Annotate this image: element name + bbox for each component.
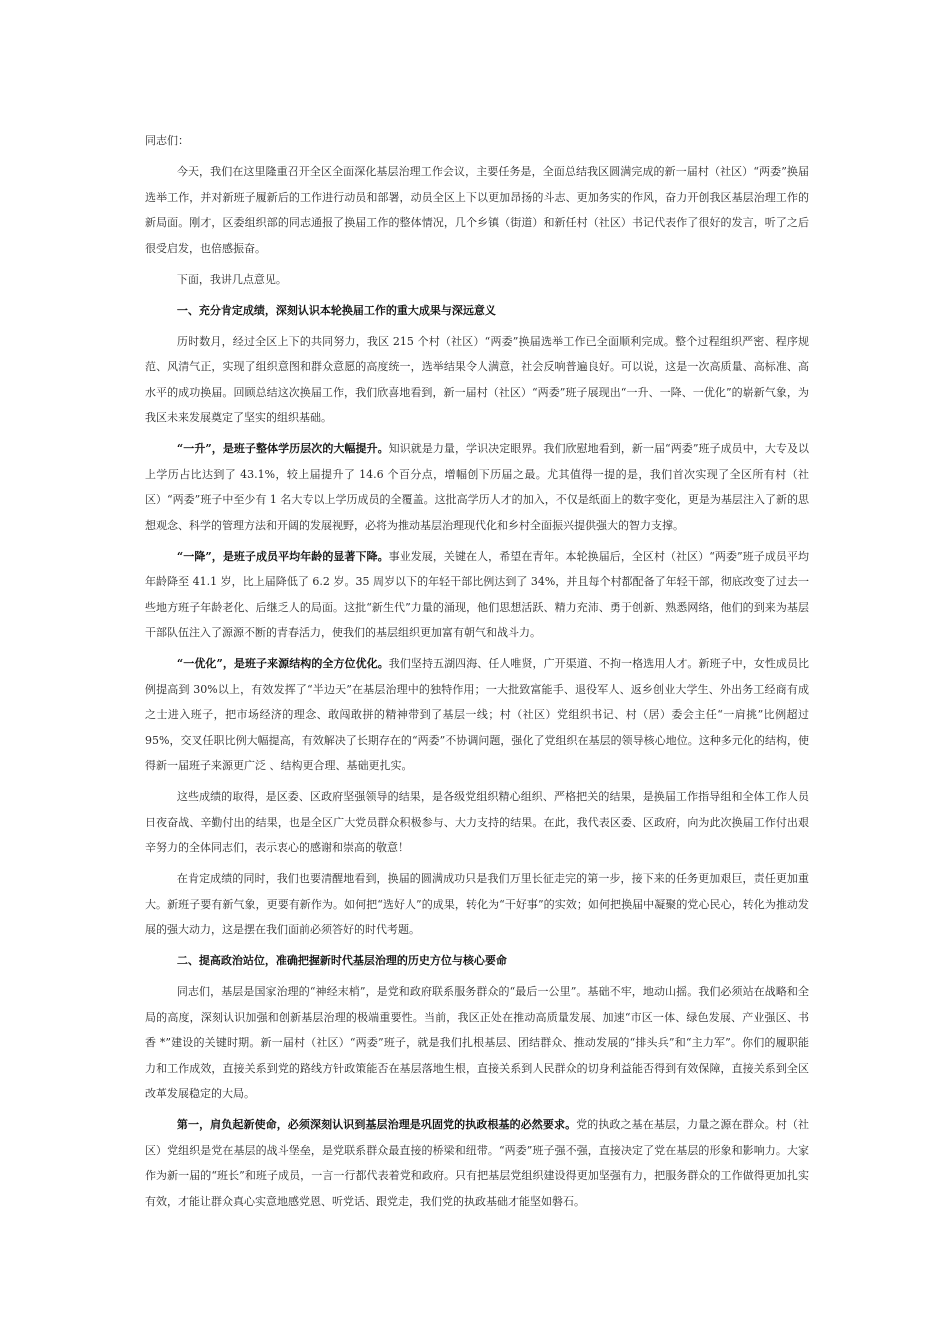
salutation: 同志们： (145, 134, 189, 147)
paragraph-education (145, 436, 809, 538)
paragraph-lead: “一优化”，是班子来源结构的全方位优化。 (176, 657, 389, 670)
paragraph-text: 党的执政之基在基层，力量之源在群众。村（社区）党组织是党在基层的战斗堡垒，是党联系群众最直接的桥梁和纽带。“两委”班子强不强，直接决定了党在基层的形象和影响力。大家作为新一届的“班长”和班子成员，一言一行都代表着党和政府。只有把基层党组织建设得更加坚强有力，把服务群众的工作做得更加扎实有效，才能让群众真心实意地感党恩、听党话、跟党走，我们党的执政基础才能坚如磐石。 (145, 1118, 810, 1208)
paragraph-achievements: 历时数月，经过全区上下的共同努力，我区 215 个村（社区）“两委”换届选举工作已全面顺利完成。整个过程组织严密、程序规范、风清气正，实现了组织意图和群众意愿的高度统一，选举结果令人满意，社会反响普遍良好。可以说，这是一次高质量、高标准、高水平的成功换届。回顾总结这次换届工作，我们欣喜地看到，新一届村（社区）“两委”班子展现出“一升、一降、一优化”的崭新气象，为我区未来发展奠定了坚实的组织基础。 (145, 334, 809, 424)
section-heading-2: 二、提高政治站位，准确把握新时代基层治理的历史方位与核心要命 (176, 954, 507, 967)
paragraph-challenges: 在肯定成绩的同时，我们也要清醒地看到，换届的圆满成功只是我们万里长征走完的第一步，接下来的任务更加艰巨，责任更加重大。新班子要有新气象，更要有新作为。如何把“选好人”的成果，转化为“干好事”的实效；如何把换届中凝聚的党心民心，转化为推动发展的强大动力，这是摆在我们面前必须答好的时代考题。 (145, 872, 809, 936)
paragraph-thanks: 这些成绩的取得，是区委、区政府坚强领导的结果，是各级党组织精心组织、严格把关的结果，是换届工作指导组和全体工作人员日夜奋战、辛勤付出的结果，也是全区广大党员群众积极参与、大力支持的结果。在此，我代表区委、区政府，向为此次换届工作付出艰辛努力的全体同志们，表示衷心的感谢和崇高的敬意！ (145, 790, 809, 854)
paragraph-text: 我们坚持五湖四海、任人唯贤，广开渠道、不拘一格选用人才。新班子中，女性成员比例提高到 30%以上，有效发挥了“半边天”在基层治理中的独特作用；一大批致富能手、退役军人、返乡创业大学生、外出务工经商有成之士进入班子，把市场经济的理念、敢闯敢拼的精神带到了基层一线；村（社区）党组织书记、村（居）委会主任“一肩挑”比例超过 95%，交叉任职比例大幅提高，有效解决了长期存在的“两委”不协调问题，强化了党组织在基层的领导核心地位。这种多元化的结构，使得新一届班子来源更广泛 、结构更合理、基础更扎实。 (145, 657, 810, 772)
paragraph-opening: 今天，我们在这里隆重召开全区全面深化基层治理工作会议，主要任务是，全面总结我区圆满完成的新一届村（社区）“两委”换届选举工作，并对新班子履新后的工作进行动员和部署，动员全区上下以更加昂扬的斗志、更加务实的作风，奋力开创我区基层治理工作的新局面。刚才，区委组织部的同志通报了换届工作的整体情况，几个乡镇（街道）和新任村（社区）书记代表作了很好的发言，听了之后很受启发，也倍感振奋。 (145, 165, 809, 255)
document-body (145, 128, 809, 1220)
paragraph-lead: “一升”，是班子整体学历层次的大幅提升。 (176, 442, 389, 455)
section-heading-1: 一、充分肯定成绩，深刻认识本轮换届工作的重大成果与深远意义 (176, 303, 496, 317)
paragraph-text: 事业发展，关键在人，希望在青年。本轮换届后，全区村（社区）“两委”班子成员平均年龄降至 41.1 岁，比上届降低了 6.2 岁。35 周岁以下的年轻干部比例达到了 34%，并且每个村都配备了年轻干部，彻底改变了过去一些地方班子年龄老化、后继乏人的局面。这批“新生代”力量的涌现，他们思想活跃、精力充沛、勇于创新、熟悉网络，他们的到来为基层干部队伍注入了源源不断的青春活力，使我们的基层组织更加富有朝气和战斗力。 (145, 549, 809, 639)
paragraph-intro: 下面，我讲几点意见。 (176, 272, 287, 286)
paragraph-mission (145, 1112, 809, 1214)
paragraph-structure (145, 651, 809, 779)
paragraph-text: 知识就是力量，学识决定眼界。我们欣慰地看到，新一届“两委”班子成员中，大专及以上学历占比达到了 43.1%，较上届提升了 14.6 个百分点，增幅创下历届之最。尤其值得一提的是，我们首次实现了全区所有村（社区）“两委”班子中至少有 1 名大专以上学历成员的全覆盖。这批高学历人才的加入，不仅是纸面上的数字变化，更是为基层注入了新的思想观念、科学的管理方法和开阔的发展视野，必将为推动基层治理现代化和乡村全面振兴提供强大的智力支撑。 (145, 442, 809, 532)
paragraph-lead: 第一，肩负起新使命，必须深刻认识到基层治理是巩固党的执政根基的必然要求。 (176, 1118, 577, 1131)
paragraph-grassroots: 同志们，基层是国家治理的“神经末梢”，是党和政府联系服务群众的“最后一公里”。基础不牢，地动山摇。我们必须站在战略和全局的高度，深刻认识加强和创新基层治理的极端重要性。当前，我区正处在推动高质量发展、加速“市区一体、绿色发展、产业强区、书香 *”建设的关键时期。新一届村（社区）“两委”班子，就是我们扎根基层、团结群众、推动发展的“排头兵”和“主力军”。你们的履职能力和工作成效，直接关系到党的路线方针政策能否在基层落地生根，直接关系到人民群众的切身利益能否得到有效保障，直接关系到全区改革发展稳定的大局。 (145, 985, 809, 1100)
paragraph-lead: “一降”，是班子成员平均年龄的显著下降。 (176, 549, 389, 563)
paragraph-age (145, 544, 809, 646)
